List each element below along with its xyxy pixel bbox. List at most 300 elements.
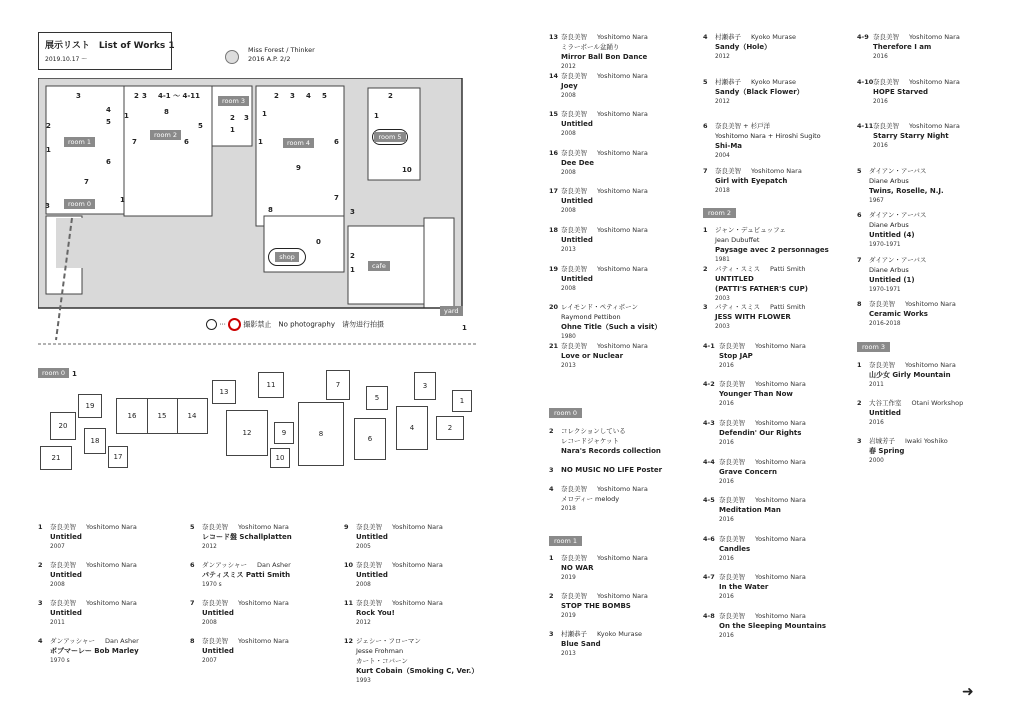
artist-en: Yoshitomo Nara bbox=[597, 110, 648, 119]
wall-box: 16 bbox=[116, 398, 148, 434]
work-entry bbox=[703, 572, 853, 602]
map-number: 8 bbox=[268, 206, 273, 214]
artist-en: Yoshitomo Nara bbox=[597, 71, 648, 80]
work-body bbox=[703, 302, 853, 332]
artist-en: Kyoko Murase bbox=[751, 33, 796, 41]
work-title: Younger Than Now bbox=[719, 390, 793, 399]
work-entry bbox=[549, 264, 699, 294]
work-year: 2012 bbox=[561, 64, 576, 70]
artist-en: Yoshitomo Nara bbox=[238, 523, 289, 531]
artist-jp: 奈良美智 bbox=[869, 300, 895, 308]
work-year: 1970 s bbox=[202, 582, 222, 588]
work-title: Paysage avec 2 personnages bbox=[715, 246, 829, 254]
work-body bbox=[703, 611, 853, 641]
work-body bbox=[857, 360, 1007, 390]
work-title: Untitled bbox=[869, 409, 901, 417]
artist-en: Dan Asher bbox=[256, 561, 291, 569]
artist-jp: 奈良美智 bbox=[873, 77, 899, 86]
title-jp: ミラーボール盆踊り bbox=[561, 43, 620, 51]
work-title: Untitled bbox=[202, 647, 234, 655]
work-title: Girl with Eyepatch bbox=[715, 176, 788, 185]
work-body bbox=[703, 121, 853, 161]
work-body bbox=[344, 522, 494, 552]
work-body bbox=[703, 418, 853, 448]
work-year: 2016 bbox=[719, 555, 734, 562]
map-number: 6 bbox=[334, 138, 339, 146]
wall-box: 12 bbox=[226, 410, 268, 456]
work-title: Untitled bbox=[561, 236, 593, 244]
artist-jp: 奈良美智 bbox=[50, 523, 76, 531]
work-title: Ohne Title（Such a visit） bbox=[561, 323, 662, 332]
artist-en: Yoshitomo Nara bbox=[597, 187, 648, 196]
artist-jp: 奈良美智 bbox=[719, 457, 745, 466]
work-number: 6 bbox=[190, 561, 195, 569]
work-year: 2008 bbox=[202, 620, 217, 626]
artist-line bbox=[715, 302, 853, 312]
artist-en: Yoshitomo Nara bbox=[86, 523, 137, 531]
work-number: 7 bbox=[190, 599, 195, 607]
artist-line bbox=[50, 636, 188, 646]
artist-line bbox=[356, 560, 494, 570]
wall-box: 15 bbox=[146, 398, 178, 434]
work-body bbox=[549, 553, 699, 583]
work-body bbox=[549, 341, 699, 371]
work-body bbox=[549, 109, 699, 139]
wall-box: 20 bbox=[50, 412, 76, 440]
artist-sub: Raymond Pettibon bbox=[561, 313, 621, 322]
work-year: 1967 bbox=[869, 197, 884, 204]
work-number: 5 bbox=[857, 166, 862, 175]
work-year: 2016 bbox=[719, 594, 734, 601]
map-number: 7 bbox=[132, 138, 137, 146]
artist-en: Yoshitomo Nara bbox=[597, 226, 648, 234]
work-number: 8 bbox=[190, 637, 195, 645]
work-year: 2018 bbox=[715, 187, 730, 194]
artist-en: Yoshitomo Nara bbox=[392, 523, 443, 531]
map-number: 4 bbox=[306, 92, 311, 100]
work-year: 2019 bbox=[561, 613, 576, 619]
artist-jp: 奈良美智 bbox=[356, 561, 382, 569]
artist-en: Yoshitomo Nara bbox=[238, 637, 289, 645]
title-jp: メロディー melody bbox=[561, 495, 620, 503]
work-title: Love or Nuclear bbox=[561, 351, 624, 360]
work-year: 1970-1971 bbox=[869, 242, 901, 248]
artist-line bbox=[561, 148, 699, 158]
work-entry bbox=[38, 636, 188, 666]
artist-line bbox=[561, 186, 699, 196]
artist-line bbox=[873, 121, 1007, 131]
work-entry bbox=[857, 436, 1007, 466]
title-box bbox=[38, 32, 175, 70]
artist-line bbox=[869, 210, 1007, 220]
artist-en: Yoshitomo Nara bbox=[392, 599, 443, 607]
work-number: 1 bbox=[549, 554, 554, 562]
work-number: 7 bbox=[703, 166, 708, 175]
artist-jp: 村瀬恭子 bbox=[715, 33, 741, 41]
work-number: 4-5 bbox=[703, 496, 715, 505]
room-4-tag: room 4 bbox=[283, 138, 314, 148]
work-number: 13 bbox=[549, 33, 559, 41]
artist-en: Yoshitomo Nara bbox=[86, 599, 137, 607]
title-jp: レコードジャケット bbox=[561, 437, 620, 445]
artist-sub: Jesse Frohman bbox=[356, 647, 404, 655]
artist-jp: ダイアン・アーバス bbox=[869, 211, 927, 219]
work-entry bbox=[549, 426, 699, 456]
artist-en: Yoshitomo Nara bbox=[755, 573, 806, 582]
work-entry bbox=[190, 636, 340, 666]
artist-jp: ダイアン・アーバス bbox=[869, 255, 927, 264]
room-0-number: 1 bbox=[72, 370, 77, 378]
artist-jp: 奈良美智 bbox=[561, 264, 587, 273]
yard-tag: yard bbox=[440, 306, 463, 316]
artist-sub: Diane Arbus bbox=[869, 221, 909, 229]
artist-jp: 奈良美智 bbox=[719, 496, 745, 505]
artist-line bbox=[869, 436, 1007, 446]
work-year: 2016 bbox=[873, 54, 888, 60]
work-number: 3 bbox=[857, 437, 862, 445]
work-year: 2016 bbox=[719, 401, 734, 408]
work-entry bbox=[703, 302, 853, 332]
artist-line bbox=[202, 598, 340, 608]
artist-jp: 奈良美智 bbox=[719, 341, 745, 350]
yard-number: 1 bbox=[462, 324, 467, 332]
map-number: 4-1 ～ 4-11 bbox=[158, 92, 201, 100]
artist-jp: 奈良美智 bbox=[561, 226, 587, 234]
artist-sub: Jean Dubuffet bbox=[715, 236, 760, 244]
map-number: 1 bbox=[262, 110, 267, 118]
work-title: Grave Concern bbox=[719, 467, 777, 476]
work-body bbox=[38, 560, 188, 590]
work-body bbox=[703, 32, 853, 62]
artist-en: Yoshitomo Nara bbox=[755, 380, 806, 389]
artist-line bbox=[719, 572, 853, 582]
map-number: 7 bbox=[334, 194, 339, 202]
work-number: 5 bbox=[190, 523, 195, 531]
artist-line bbox=[869, 166, 1007, 176]
work-title: Therefore I am bbox=[873, 43, 932, 51]
work-year: 2007 bbox=[50, 544, 65, 550]
artist-jp: 奈良美智 bbox=[561, 33, 587, 41]
work-year: 2008 bbox=[561, 131, 576, 138]
work-entry bbox=[549, 341, 699, 371]
artist-jp: 奈良美智 bbox=[869, 361, 895, 369]
work-title: パティスミス Patti Smith bbox=[202, 571, 291, 579]
work-title: レコード盤 Schallplatten bbox=[202, 533, 292, 541]
map-number: 3 bbox=[142, 92, 147, 100]
work-year: 2011 bbox=[50, 620, 65, 626]
artist-line bbox=[561, 264, 699, 274]
artist-jp: 奈良美智 bbox=[719, 534, 745, 543]
room-3-tag: room 3 bbox=[218, 96, 249, 106]
artist-jp: 奈良美智 bbox=[715, 166, 741, 175]
work-body bbox=[549, 629, 699, 659]
map-number: 2 bbox=[388, 92, 393, 100]
wall-box: 11 bbox=[258, 372, 284, 398]
map-number: 6 bbox=[106, 158, 111, 166]
map-number: 1 bbox=[258, 138, 263, 146]
artist-en: Kyoko Murase bbox=[597, 630, 642, 638]
map-number: 7 bbox=[84, 178, 89, 186]
artist-jp: 奈良美智 bbox=[202, 637, 228, 645]
artist-jp: 奈良美智 bbox=[719, 419, 745, 427]
work-entry bbox=[857, 210, 1007, 250]
work-title: Untitled bbox=[50, 571, 82, 579]
artist-jp: 奈良美智 bbox=[719, 380, 745, 389]
artist-line bbox=[561, 109, 699, 119]
artist-line bbox=[715, 121, 853, 131]
work-number: 4 bbox=[38, 637, 43, 645]
room-2-tag: room 2 bbox=[150, 130, 181, 140]
artist-line bbox=[719, 534, 853, 544]
work-year: 2008 bbox=[356, 582, 371, 588]
empty-circle-icon bbox=[206, 319, 217, 330]
artist-jp: パティ・スミス bbox=[715, 303, 760, 312]
work-title: UNTITLED bbox=[715, 274, 754, 283]
artist-en: Yoshitomo Nara bbox=[597, 148, 648, 157]
work-year: 2012 bbox=[356, 620, 371, 626]
work-title: Untitled bbox=[356, 571, 388, 579]
artist-line bbox=[561, 426, 699, 436]
work-number: 20 bbox=[549, 303, 559, 312]
work-entry bbox=[703, 32, 853, 62]
artist-jp: 奈良美智 bbox=[561, 554, 587, 562]
map-number: 9 bbox=[296, 164, 301, 172]
work-year: 2003 bbox=[715, 324, 730, 331]
artist-line bbox=[356, 522, 494, 532]
work-entry bbox=[857, 32, 1007, 62]
artist-en: Yoshitomo Nara bbox=[751, 166, 802, 175]
work-body bbox=[344, 560, 494, 590]
work-title: Nara's Records collection bbox=[561, 447, 661, 455]
wall-box: 8 bbox=[298, 402, 344, 466]
work-number: 11 bbox=[344, 599, 354, 607]
work-body bbox=[703, 495, 853, 525]
work-title: JESS WITH FLOWER bbox=[715, 313, 791, 322]
artist-jp: 奈良美智 bbox=[873, 33, 899, 41]
wall-box: 4 bbox=[396, 406, 428, 450]
work-number: 12 bbox=[344, 637, 354, 645]
artist-jp: 奈良美智 + 杉戸洋 bbox=[715, 122, 771, 130]
floor-plan bbox=[38, 78, 478, 350]
artist-jp: レイモンド・ペティボーン bbox=[561, 303, 639, 312]
work-year: 2008 bbox=[561, 169, 576, 176]
artist-line bbox=[873, 77, 1007, 87]
artist-jp: パティ・スミス bbox=[715, 264, 760, 273]
map-number: 3 bbox=[244, 114, 249, 122]
artist-jp: ダイアン・アーバス bbox=[869, 166, 927, 175]
work-year: 2016 bbox=[719, 517, 734, 524]
artist-jp: 奈良美智 bbox=[50, 561, 76, 569]
room-0-wall-tag: room 0 bbox=[38, 368, 69, 378]
work-body bbox=[344, 598, 494, 628]
artist-line bbox=[561, 71, 699, 81]
work-entry bbox=[703, 495, 853, 525]
work-title: Meditation Man bbox=[719, 506, 781, 515]
artist-sub: Diane Arbus bbox=[869, 265, 909, 274]
work-body bbox=[703, 572, 853, 602]
artist-line bbox=[869, 398, 1007, 408]
work-number: 4 bbox=[549, 485, 554, 493]
room-3-section-tag: room 3 bbox=[857, 342, 890, 352]
miss-forest-label: Miss Forest / Thinker 2016 A.P. 2/2 bbox=[248, 46, 315, 63]
work-title-2: (PATTI'S FATHER'S CUP) bbox=[715, 284, 808, 293]
work-entry bbox=[549, 629, 699, 659]
artist-line bbox=[719, 611, 853, 621]
map-number: 2 bbox=[134, 92, 139, 100]
artist-jp: 奈良美智 bbox=[561, 71, 587, 80]
work-body bbox=[38, 636, 188, 666]
work-number: 4-6 bbox=[703, 534, 715, 543]
no-photo-icon bbox=[228, 318, 241, 331]
work-body bbox=[549, 71, 699, 101]
wall-box: 3 bbox=[414, 372, 436, 400]
work-body bbox=[344, 636, 494, 686]
work-title: Kurt Cobain（Smoking C, Ver.） bbox=[356, 667, 479, 675]
map-number: 1 bbox=[124, 112, 129, 120]
map-number: 1 bbox=[46, 146, 51, 154]
artist-en: Patti Smith bbox=[769, 303, 806, 312]
work-number: 10 bbox=[344, 561, 354, 569]
artist-en: Yoshitomo Nara bbox=[909, 77, 960, 86]
work-year: 2008 bbox=[561, 92, 576, 99]
artist-sub: Diane Arbus bbox=[869, 176, 909, 185]
next-page-arrow-icon[interactable]: ➜ bbox=[962, 684, 974, 700]
artist-line bbox=[50, 560, 188, 570]
artist-en: Yoshitomo Nara bbox=[909, 33, 960, 41]
work-body bbox=[549, 148, 699, 178]
work-title: Untitled bbox=[561, 197, 593, 206]
artist-jp: 奈良美智 bbox=[561, 341, 587, 350]
artist-jp: 奈良美智 bbox=[202, 523, 228, 531]
work-number: 4-9 bbox=[857, 33, 869, 41]
wall-box: 18 bbox=[84, 428, 106, 454]
artist-en: Yoshitomo Nara bbox=[755, 612, 806, 620]
artist-line bbox=[719, 457, 853, 467]
artist-line bbox=[715, 225, 853, 235]
work-entry bbox=[344, 522, 494, 552]
work-entry bbox=[549, 148, 699, 178]
map-number: 6 bbox=[184, 138, 189, 146]
wall-box: 5 bbox=[366, 386, 388, 410]
work-body bbox=[38, 522, 188, 552]
work-year: 2005 bbox=[356, 544, 371, 550]
map-number: 1 bbox=[120, 196, 125, 204]
shop-tag: shop bbox=[268, 248, 306, 266]
work-body bbox=[549, 32, 699, 72]
artist-jp: 奈良美智 bbox=[873, 122, 899, 130]
title-jp: カート・コバーン bbox=[356, 657, 408, 665]
artist-en: Yoshitomo Nara bbox=[755, 419, 806, 427]
work-body bbox=[703, 225, 853, 265]
cafe-tag: cafe bbox=[368, 261, 390, 271]
work-body bbox=[703, 379, 853, 409]
work-entry bbox=[549, 109, 699, 139]
work-entry bbox=[703, 264, 853, 304]
work-number: 2 bbox=[857, 399, 862, 407]
artist-en: Kyoko Murase bbox=[751, 77, 796, 86]
work-number: 2 bbox=[38, 561, 43, 569]
artist-jp: 大谷工作室 bbox=[869, 399, 902, 407]
artist-en: Yoshitomo Nara bbox=[597, 341, 648, 350]
work-entry bbox=[190, 598, 340, 628]
work-number: 2 bbox=[549, 592, 554, 600]
work-body bbox=[549, 465, 699, 475]
map-number: 10 bbox=[402, 166, 412, 174]
artist-en: Yoshitomo Nara bbox=[909, 122, 960, 130]
room-1-section-tag: room 1 bbox=[549, 536, 582, 546]
artist-line bbox=[561, 553, 699, 563]
work-entry bbox=[703, 341, 853, 371]
work-number: 4-8 bbox=[703, 612, 715, 620]
artist-en: Yoshitomo Nara bbox=[905, 361, 956, 369]
work-body bbox=[190, 522, 340, 552]
work-title: Mirror Ball Bon Dance bbox=[561, 53, 648, 61]
work-body bbox=[857, 436, 1007, 466]
work-number: 4-7 bbox=[703, 573, 715, 582]
work-title: STOP THE BOMBS bbox=[561, 602, 631, 610]
room-5-tag: room 5 bbox=[372, 129, 408, 145]
work-number: 14 bbox=[549, 71, 559, 80]
work-body bbox=[549, 484, 699, 514]
work-number: 3 bbox=[703, 303, 708, 312]
artist-line bbox=[561, 341, 699, 351]
work-year: 2007 bbox=[202, 658, 217, 664]
artist-jp: ダンアッシャー bbox=[50, 637, 95, 645]
work-title: Stop JAP bbox=[719, 351, 753, 360]
artist-line bbox=[719, 379, 853, 389]
work-number: 4-11 bbox=[857, 122, 874, 130]
work-title: Shi-Ma bbox=[715, 142, 743, 150]
artist-en: Yoshitomo Nara bbox=[755, 496, 806, 505]
work-title: Blue Sand bbox=[561, 640, 601, 648]
artist-line bbox=[50, 522, 188, 532]
work-year: 2016 bbox=[873, 98, 888, 105]
work-year: 2013 bbox=[561, 651, 576, 657]
map-number: 2 bbox=[46, 122, 51, 130]
work-entry bbox=[857, 255, 1007, 295]
map-number: 3 bbox=[76, 92, 81, 100]
work-number: 9 bbox=[344, 523, 349, 531]
work-body bbox=[857, 77, 1007, 107]
work-title: Ceramic Works bbox=[869, 310, 928, 318]
work-entry bbox=[703, 611, 853, 641]
artist-jp: 奈良美智 bbox=[50, 599, 76, 607]
work-title: 春 Spring bbox=[869, 447, 905, 455]
work-number: 2 bbox=[549, 427, 554, 435]
artist-line bbox=[715, 166, 853, 176]
artist-line bbox=[719, 495, 853, 505]
work-title: Defendin' Our Rights bbox=[719, 429, 802, 437]
work-entry bbox=[38, 560, 188, 590]
work-body bbox=[190, 636, 340, 666]
work-year: 2016 bbox=[719, 440, 734, 446]
work-body bbox=[549, 302, 699, 342]
work-year: 2019 bbox=[561, 575, 576, 581]
work-entry bbox=[703, 418, 853, 448]
artist-line bbox=[202, 560, 340, 570]
map-number: 4 bbox=[106, 106, 111, 114]
work-body bbox=[549, 225, 699, 255]
map-number: 5 bbox=[322, 92, 327, 100]
work-year: 2003 bbox=[715, 295, 730, 302]
map-number: 1 bbox=[374, 112, 379, 120]
work-body bbox=[703, 166, 853, 196]
wall-box: 14 bbox=[176, 398, 208, 434]
work-title: Twins, Roselle, N.J. bbox=[869, 186, 944, 195]
artist-jp: 奈良美智 bbox=[356, 523, 382, 531]
work-year: 2013 bbox=[561, 247, 576, 253]
work-entry bbox=[549, 71, 699, 101]
